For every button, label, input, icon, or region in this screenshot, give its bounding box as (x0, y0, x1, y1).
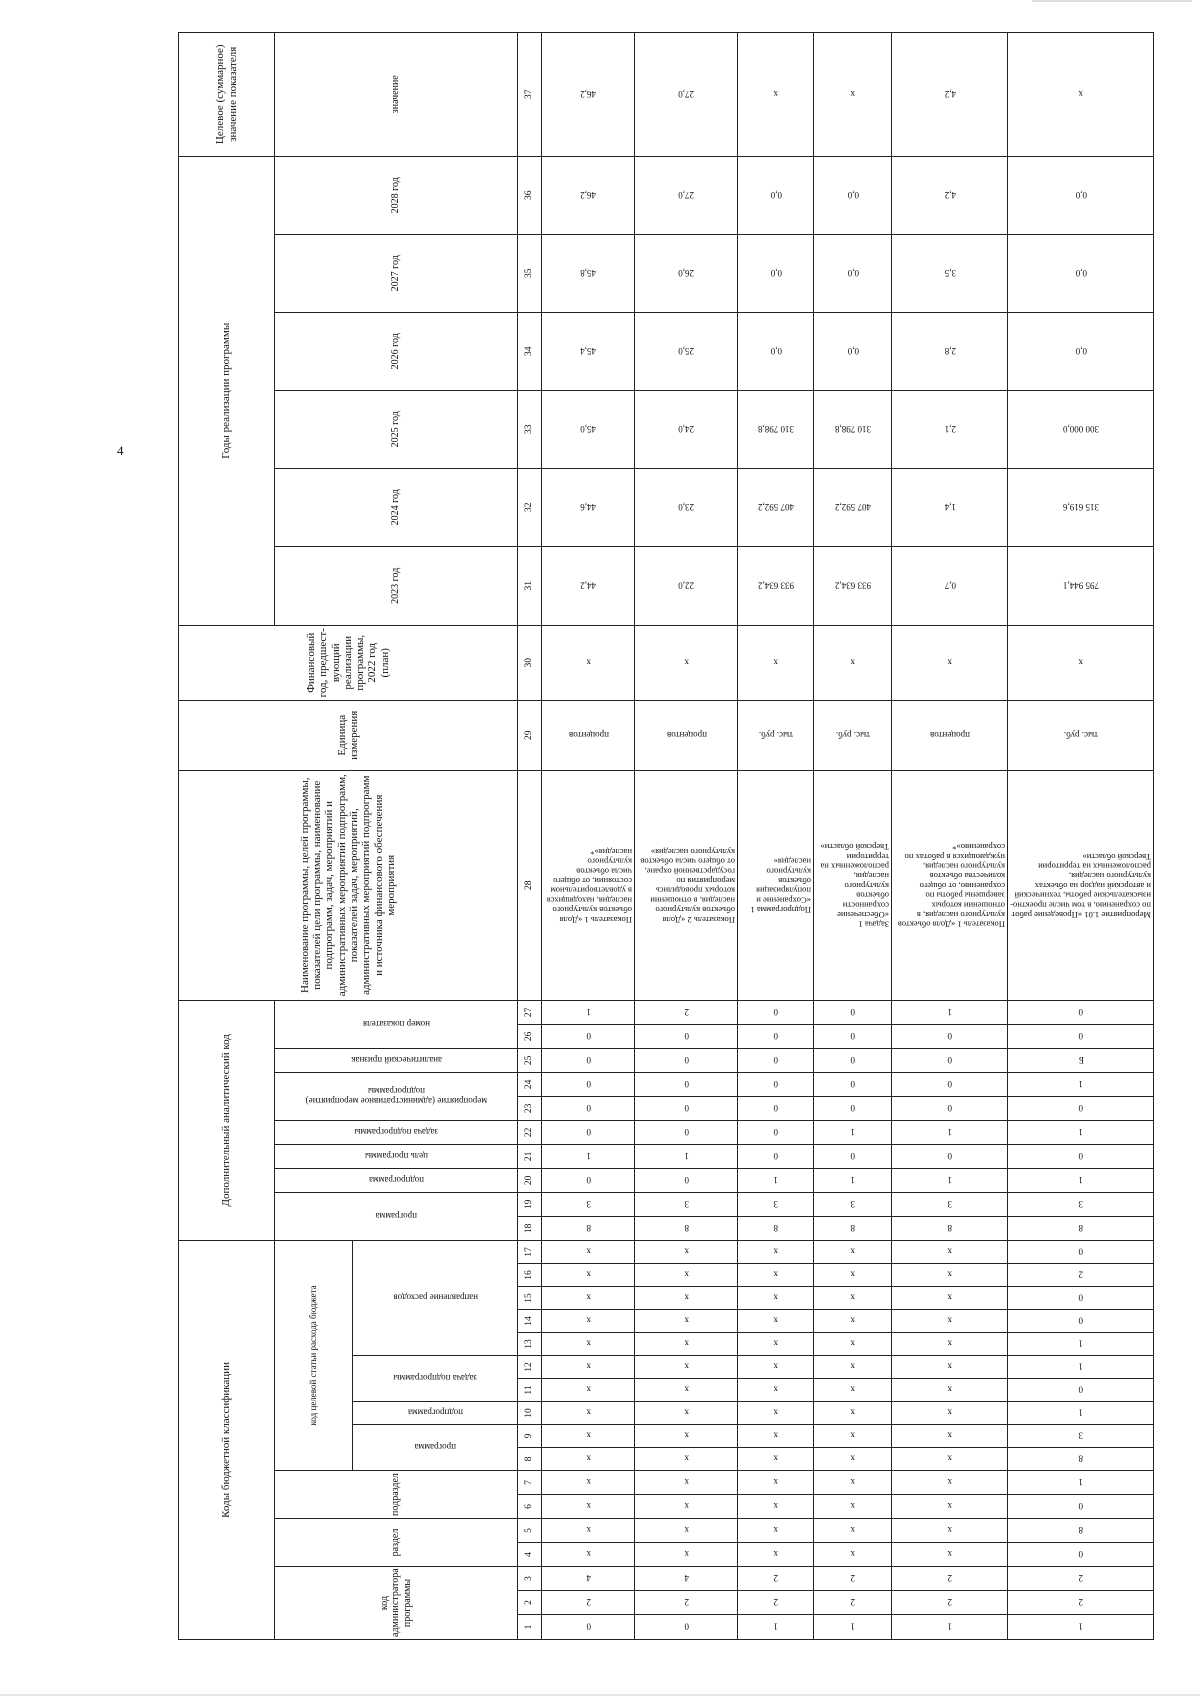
target-value-cell: х (738, 32, 814, 156)
code-cell: 1 (892, 1120, 1008, 1144)
code-cell: 0 (892, 1048, 1008, 1072)
column-number: 14 (518, 1310, 542, 1333)
add-zadacha-header: задача подпрограммы (275, 1120, 518, 1144)
napravlenie-header: направление расходов (353, 1240, 518, 1355)
code-cell: 1 (1008, 1471, 1154, 1495)
code-cell: 3 (1008, 1192, 1154, 1216)
code-cell: х (814, 1543, 892, 1567)
code-cell: 0 (814, 1096, 892, 1120)
column-number: 18 (518, 1216, 542, 1240)
code-cell: 8 (1008, 1216, 1154, 1240)
year-value-cell: 0,0 (738, 156, 814, 234)
target-value-cell: х (814, 32, 892, 156)
column-number: 12 (518, 1356, 542, 1379)
unit-cell: процентов (635, 700, 738, 770)
target-value-cell: 4,2 (892, 32, 1008, 156)
table-row (635, 32, 738, 1639)
year-value-cell: 0,0 (1008, 312, 1154, 390)
code-cell: 0 (738, 1072, 814, 1096)
column-number: 17 (518, 1240, 542, 1263)
code-cell: х (738, 1495, 814, 1519)
code-cell: х (542, 1471, 635, 1495)
code-cell: х (542, 1543, 635, 1567)
column-number: 20 (518, 1168, 542, 1192)
code-cell: 0 (814, 1072, 892, 1096)
code-cell: х (738, 1379, 814, 1402)
code-cell: х (738, 1356, 814, 1379)
code-cell: 1 (1008, 1356, 1154, 1379)
code-cell: 0 (635, 1120, 738, 1144)
code-cell: х (635, 1356, 738, 1379)
admin-code-header: код администратора программы (275, 1567, 518, 1640)
code-cell: х (542, 1264, 635, 1287)
code-cell: 0 (1008, 1000, 1154, 1024)
year-value-cell: 0,0 (1008, 156, 1154, 234)
code-cell: 0 (738, 1024, 814, 1048)
code-cell: х (542, 1519, 635, 1543)
cel-header: цель программы (275, 1144, 518, 1168)
code-cell: х (892, 1264, 1008, 1287)
column-number: 31 (518, 546, 542, 625)
column-number: 10 (518, 1402, 542, 1425)
code-cell: х (635, 1333, 738, 1356)
code-cell: 0 (738, 1120, 814, 1144)
code-cell: 3 (814, 1192, 892, 1216)
year-value-cell: 933 634,2 (814, 546, 892, 625)
column-number: 5 (518, 1519, 542, 1543)
code-cell: 2 (1008, 1591, 1154, 1615)
code-cell: 1 (1008, 1333, 1154, 1356)
code-cell: 1 (1008, 1615, 1154, 1640)
column-number: 30 (518, 625, 542, 700)
column-number: 32 (518, 468, 542, 546)
column-number: 33 (518, 390, 542, 468)
code-cell: 0 (892, 1144, 1008, 1168)
year-value-cell: 22,0 (635, 546, 738, 625)
code-cell: 1 (892, 1615, 1008, 1640)
year-value-cell: 407 592,2 (814, 468, 892, 546)
code-cell: 0 (1008, 1024, 1154, 1048)
code-cell: х (542, 1287, 635, 1310)
code-cell: х (814, 1333, 892, 1356)
column-number: 29 (518, 700, 542, 770)
code-cell: 3 (1008, 1425, 1154, 1448)
column-number: 15 (518, 1287, 542, 1310)
year-value-cell: 44,2 (542, 546, 635, 625)
code-cell: х (892, 1287, 1008, 1310)
code-cell: 0 (892, 1072, 1008, 1096)
column-number: 4 (518, 1543, 542, 1567)
code-cell: 2 (814, 1591, 892, 1615)
code-cell: х (542, 1495, 635, 1519)
column-number: 9 (518, 1425, 542, 1448)
row-name: Показатель 1 «Доля объектов культурного наследия, находящихся в удовлетворительном состоянии, от общего числа объектов культурного наследия»* (542, 770, 635, 1000)
year-value-cell: 0,0 (814, 234, 892, 312)
code-cell: х (635, 1495, 738, 1519)
year-2023-header: 2023 год (275, 546, 518, 625)
target-value-cell: х (1008, 32, 1154, 156)
code-cell: х (892, 1448, 1008, 1471)
code-cell: х (635, 1448, 738, 1471)
unit-cell: тыс. руб. (1008, 700, 1154, 770)
zadacha-header: задача подпрограммы (353, 1356, 518, 1402)
code-cell: 8 (814, 1216, 892, 1240)
column-number: 7 (518, 1471, 542, 1495)
meropriyatie-header: мероприятие (административное мероприятие) подпрограммы (275, 1072, 518, 1120)
fin-year-cell: х (738, 625, 814, 700)
code-cell: 0 (1008, 1144, 1154, 1168)
program-indicators-table (178, 32, 1154, 1640)
table-row (892, 32, 1008, 1639)
unit-cell: тыс. руб. (738, 700, 814, 770)
code-cell: х (542, 1240, 635, 1263)
code-cell: 2 (892, 1567, 1008, 1591)
code-cell: 0 (892, 1096, 1008, 1120)
value-header: значение (275, 32, 518, 156)
table-row (814, 32, 892, 1639)
column-number: 1 (518, 1615, 542, 1640)
code-cell: 0 (1008, 1310, 1154, 1333)
code-cell: 0 (814, 1024, 892, 1048)
year-value-cell: 300 000,0 (1008, 390, 1154, 468)
code-cell: х (814, 1448, 892, 1471)
code-cell: 1 (635, 1144, 738, 1168)
code-cell: х (738, 1310, 814, 1333)
code-cell: х (542, 1425, 635, 1448)
code-cell: х (738, 1471, 814, 1495)
code-cell: х (892, 1333, 1008, 1356)
code-cell: х (814, 1495, 892, 1519)
code-cell: 1 (814, 1120, 892, 1144)
code-cell: 0 (542, 1615, 635, 1640)
page-number: 4 (117, 443, 124, 458)
programma-header: программа (353, 1425, 518, 1471)
column-number: 25 (518, 1048, 542, 1072)
code-cell: 1 (738, 1168, 814, 1192)
year-value-cell: 0,0 (1008, 234, 1154, 312)
column-number: 8 (518, 1448, 542, 1471)
code-cell: 0 (635, 1615, 738, 1640)
column-number: 24 (518, 1072, 542, 1096)
code-cell: 8 (1008, 1519, 1154, 1543)
code-cell: 3 (635, 1192, 738, 1216)
code-cell: х (635, 1543, 738, 1567)
unit-header: Единица измерения (179, 700, 518, 770)
code-cell: 1 (892, 1000, 1008, 1024)
fin-year-cell: х (542, 625, 635, 700)
code-cell: 2 (1008, 1567, 1154, 1591)
code-cell: х (892, 1379, 1008, 1402)
code-cell: х (814, 1471, 892, 1495)
code-cell: 0 (635, 1048, 738, 1072)
code-cell: х (542, 1379, 635, 1402)
row-name: Показатель 2 «Доля объектов культурного наследия, в отношении которых проводились мероприятия по государственной охране, от общего числа объектов культурного наследия» (635, 770, 738, 1000)
code-cell: х (892, 1471, 1008, 1495)
code-cell: х (542, 1333, 635, 1356)
code-cell: х (814, 1519, 892, 1543)
column-number: 19 (518, 1192, 542, 1216)
column-number: 36 (518, 156, 542, 234)
additional-code-header: Дополнительный аналитический код (179, 1000, 275, 1240)
code-cell: х (738, 1264, 814, 1287)
row-name: Показатель 1 «Доля объектов культурного наследия, в отношении которых завершены работы по сохранению, от общего количества объектов культурного наследия, нуждающихся в работах по сохранению»* (892, 770, 1008, 1000)
code-cell: х (814, 1264, 892, 1287)
code-cell: х (738, 1402, 814, 1425)
code-cell: х (814, 1240, 892, 1263)
code-cell: х (738, 1333, 814, 1356)
code-cell: Б (1008, 1048, 1154, 1072)
column-number: 21 (518, 1144, 542, 1168)
code-cell: 0 (1008, 1096, 1154, 1120)
column-number: 37 (518, 32, 542, 156)
column-number: 22 (518, 1120, 542, 1144)
code-cell: 1 (814, 1168, 892, 1192)
code-cell: х (892, 1495, 1008, 1519)
code-cell: 4 (635, 1567, 738, 1591)
code-cell: 3 (892, 1192, 1008, 1216)
code-cell: 0 (738, 1048, 814, 1072)
code-cell: 3 (738, 1192, 814, 1216)
code-cell: х (814, 1425, 892, 1448)
code-cell: 1 (542, 1000, 635, 1024)
year-value-cell: 1,4 (892, 468, 1008, 546)
fin-year-cell: х (814, 625, 892, 700)
code-cell: 8 (1008, 1448, 1154, 1471)
code-cell: 0 (1008, 1287, 1154, 1310)
code-cell: 1 (814, 1615, 892, 1640)
name-header: Наименование программы, целей программы, показателей цели программы, наименование подпрограмм, задач, мероприятий и административных мероприятий подпрограмм, показателей задач, мероприятий, административных мероприятий подпрограмм и источника финансового обеспечения мероприятия (179, 770, 518, 1000)
row-name: Подпрограмма 1 «Сохранение и популяризация объектов культурного наследия» (738, 770, 814, 1000)
target-value-cell: 27,0 (635, 32, 738, 156)
year-value-cell: 26,0 (635, 234, 738, 312)
year-value-cell: 0,0 (738, 312, 814, 390)
code-cell: х (814, 1379, 892, 1402)
year-value-cell: 46,2 (542, 156, 635, 234)
unit-cell: процентов (542, 700, 635, 770)
code-cell: 1 (1008, 1168, 1154, 1192)
year-2024-header: 2024 год (275, 468, 518, 546)
year-value-cell: 315 619,6 (1008, 468, 1154, 546)
code-cell: х (635, 1379, 738, 1402)
code-cell: 1 (1008, 1072, 1154, 1096)
code-cell: 2 (635, 1000, 738, 1024)
code-cell: 1 (1008, 1402, 1154, 1425)
year-value-cell: 24,0 (635, 390, 738, 468)
code-cell: 0 (635, 1024, 738, 1048)
code-cell: 2 (542, 1591, 635, 1615)
code-cell: х (892, 1310, 1008, 1333)
code-cell: х (635, 1264, 738, 1287)
column-number-row (518, 32, 542, 1639)
code-cell: 2 (814, 1567, 892, 1591)
code-cell: 8 (635, 1216, 738, 1240)
year-value-cell: 0,0 (814, 156, 892, 234)
column-number: 3 (518, 1567, 542, 1591)
code-cell: х (892, 1543, 1008, 1567)
years-header: Годы реализации программы (179, 156, 275, 625)
program-table-wrapper (178, 44, 1151, 1640)
year-value-cell: 27,0 (635, 156, 738, 234)
fin-year-cell: х (635, 625, 738, 700)
nomer-header: номер показателя (275, 1000, 518, 1048)
unit-cell: тыс. руб. (814, 700, 892, 770)
code-cell: х (892, 1240, 1008, 1263)
column-number: 35 (518, 234, 542, 312)
code-cell: х (738, 1448, 814, 1471)
code-cell: х (892, 1402, 1008, 1425)
code-cell: 2 (738, 1591, 814, 1615)
code-cell: х (814, 1402, 892, 1425)
code-cell: х (635, 1519, 738, 1543)
code-cell: 1 (738, 1615, 814, 1640)
code-cell: 0 (1008, 1240, 1154, 1263)
code-cell: х (814, 1310, 892, 1333)
code-cell: х (738, 1519, 814, 1543)
code-cell: х (635, 1425, 738, 1448)
code-cell: 2 (1008, 1264, 1154, 1287)
code-cell: х (892, 1425, 1008, 1448)
year-value-cell: 23,0 (635, 468, 738, 546)
code-cell: 2 (635, 1591, 738, 1615)
column-number: 27 (518, 1000, 542, 1024)
code-cell: х (542, 1310, 635, 1333)
column-number: 34 (518, 312, 542, 390)
code-cell: 1 (1008, 1120, 1154, 1144)
code-cell: 0 (542, 1096, 635, 1120)
code-cell: х (738, 1287, 814, 1310)
fin-year-cell: х (892, 625, 1008, 700)
code-cell: 1 (542, 1144, 635, 1168)
code-cell: 0 (1008, 1379, 1154, 1402)
year-value-cell: 45,8 (542, 234, 635, 312)
code-cell: 0 (542, 1120, 635, 1144)
code-cell: х (542, 1402, 635, 1425)
table-row (1008, 32, 1154, 1639)
code-cell: 0 (542, 1024, 635, 1048)
priznak-header: аналитический признак (275, 1048, 518, 1072)
year-value-cell: 4,2 (892, 156, 1008, 234)
year-2026-header: 2026 год (275, 312, 518, 390)
column-number: 16 (518, 1264, 542, 1287)
year-value-cell: 933 634,2 (738, 546, 814, 625)
code-cell: 3 (542, 1192, 635, 1216)
code-cell: х (738, 1240, 814, 1263)
code-cell: х (738, 1543, 814, 1567)
fin-year-cell: х (1008, 625, 1154, 700)
code-cell: 8 (542, 1216, 635, 1240)
year-value-cell: 0,0 (814, 312, 892, 390)
year-value-cell: 795 944,1 (1008, 546, 1154, 625)
code-cell: х (635, 1287, 738, 1310)
table-row (738, 32, 814, 1639)
row-name: Мероприятие 1.01 «Проведение работ по сохранению, в том числе проектно-изыскательские работы, технический и авторский надзор на объектах культурного наследия, расположенных на территории Тверской области» (1008, 770, 1154, 1000)
code-cell: 0 (814, 1000, 892, 1024)
column-number: 11 (518, 1379, 542, 1402)
budget-codes-header: Коды бюджетной классификации (179, 1240, 275, 1639)
column-number: 2 (518, 1591, 542, 1615)
year-value-cell: 310 798,8 (814, 390, 892, 468)
year-value-cell: 25,0 (635, 312, 738, 390)
target-header: Целевое (суммарное) значение показателя (179, 32, 275, 156)
target-code-header: код целевой статьи расхода бюджета (275, 1240, 353, 1470)
year-value-cell: 407 592,2 (738, 468, 814, 546)
code-cell: 0 (892, 1024, 1008, 1048)
code-cell: 4 (542, 1567, 635, 1591)
code-cell: х (635, 1310, 738, 1333)
code-cell: х (542, 1356, 635, 1379)
year-value-cell: 0,0 (738, 234, 814, 312)
column-number: 28 (518, 770, 542, 1000)
code-cell: 0 (1008, 1495, 1154, 1519)
razdel-header: раздел (275, 1519, 518, 1567)
row-name: Задача 1 «Обеспечение сохранности объектов культурного наследия, расположенных на территории Тверской области» (814, 770, 892, 1000)
year-value-cell: 310 798,8 (738, 390, 814, 468)
code-cell: х (892, 1356, 1008, 1379)
table-row (542, 32, 635, 1639)
year-value-cell: 2,8 (892, 312, 1008, 390)
year-value-cell: 44,6 (542, 468, 635, 546)
code-cell: 2 (738, 1567, 814, 1591)
year-2025-header: 2025 год (275, 390, 518, 468)
code-cell: 0 (738, 1000, 814, 1024)
year-2027-header: 2027 год (275, 234, 518, 312)
code-cell: 0 (738, 1144, 814, 1168)
year-2028-header: 2028 год (275, 156, 518, 234)
code-cell: х (892, 1519, 1008, 1543)
code-cell: х (814, 1287, 892, 1310)
code-cell: х (738, 1425, 814, 1448)
year-value-cell: 0,7 (892, 546, 1008, 625)
podprogramma-header: подпрограмма (353, 1402, 518, 1425)
year-value-cell: 3,5 (892, 234, 1008, 312)
column-number: 6 (518, 1495, 542, 1519)
code-cell: х (635, 1240, 738, 1263)
code-cell: 8 (892, 1216, 1008, 1240)
column-number: 26 (518, 1024, 542, 1048)
code-cell: 2 (892, 1591, 1008, 1615)
year-value-cell: 45,0 (542, 390, 635, 468)
code-cell: 1 (892, 1168, 1008, 1192)
code-cell: 0 (635, 1096, 738, 1120)
unit-cell: процентов (892, 700, 1008, 770)
add-podprogramma-header: подпрограмма (275, 1168, 518, 1192)
column-number: 13 (518, 1333, 542, 1356)
podrazdel-header: подраздел (275, 1471, 518, 1519)
code-cell: 0 (542, 1168, 635, 1192)
code-cell: 0 (738, 1096, 814, 1120)
year-value-cell: 2,1 (892, 390, 1008, 468)
code-cell: 0 (542, 1048, 635, 1072)
target-value-cell: 46,2 (542, 32, 635, 156)
code-cell: х (814, 1356, 892, 1379)
code-cell: 8 (738, 1216, 814, 1240)
code-cell: 0 (814, 1144, 892, 1168)
code-cell: 0 (542, 1072, 635, 1096)
year-value-cell: 45,4 (542, 312, 635, 390)
code-cell: х (635, 1471, 738, 1495)
code-cell: 0 (635, 1168, 738, 1192)
code-cell: 0 (814, 1048, 892, 1072)
fin-year-header: Финансовый год, предшест-вующий реализации программы, 2022 год (план) (179, 625, 518, 700)
code-cell: х (635, 1402, 738, 1425)
code-cell: х (542, 1448, 635, 1471)
add-programma-header: программа (275, 1192, 518, 1240)
code-cell: 0 (635, 1072, 738, 1096)
column-number: 23 (518, 1096, 542, 1120)
code-cell: 0 (1008, 1543, 1154, 1567)
